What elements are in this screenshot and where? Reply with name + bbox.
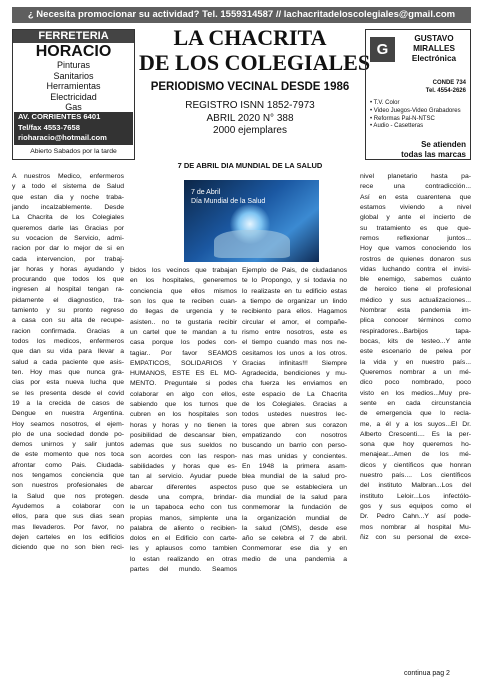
ad-right-name-line: MIRALLES	[413, 44, 455, 53]
ad-right-service: • Video Juegos-Video Grabadores	[370, 107, 461, 114]
ad-right-footer-line: todas las marcas	[401, 149, 466, 159]
article-line: tores que abren sus corazon	[242, 421, 347, 429]
ad-left-item: Herramientas	[46, 81, 101, 91]
article-line: partes del mundo. Seamos	[130, 566, 237, 574]
article-line: el tiempo cuando mas nos ne-	[242, 339, 347, 347]
article-line: dicos y científicos que honran	[360, 461, 471, 469]
article-line: un cartel que te mandan a tu	[130, 328, 237, 336]
article-line: MENTO. Preguntale si podes	[130, 380, 237, 388]
article-line: recibiento para ellos. Hagamos	[242, 308, 347, 316]
article-line: sona que hoy queremos ho-	[360, 441, 471, 449]
article-line: cada intervencion, por trabaj-	[12, 255, 124, 263]
article-line: A nuestros Medico, enfermeros	[12, 173, 124, 180]
article-line: del instituto Malbran...Los del	[360, 482, 471, 490]
article-line: Nombrar esta pandemia im-	[360, 307, 471, 315]
article-line: sente en cada circunstancia	[360, 399, 471, 407]
article-line: queremos darle las Gracias por	[12, 224, 124, 232]
ad-left-item: Electricidad	[50, 91, 97, 102]
article-line: jando incalzablemente. Desde	[12, 203, 124, 211]
article-line: mos nombrar al hospital Mu-	[360, 523, 471, 531]
article-line: Agradecida, bendiciones y mu-	[242, 370, 347, 378]
article-line: Hoy seamos nosotros, el ejem-	[12, 420, 124, 428]
article-line: en los hospitales, generemos	[130, 277, 237, 285]
photo-caption	[191, 189, 265, 206]
article-line: diciendo que no son bien reci-	[12, 544, 124, 552]
article-line: conciencia que ellos mismos	[130, 287, 237, 295]
article-line: La Chacrita de los Colegiales	[12, 214, 124, 222]
article-line: cha fuerza les enviamos en	[242, 380, 347, 388]
article-line: Conmemorar ese dia y en	[242, 545, 347, 553]
continued-note: continua pag 2	[404, 670, 450, 677]
article-line: respiradores...Barbijos tapa-	[360, 327, 471, 335]
article-line: de heroico tiene el profesional	[360, 286, 471, 294]
article-line: a tiempo de organizar un lindo	[242, 297, 347, 305]
ad-left-contact-box	[14, 112, 133, 145]
article-line: nas mas unidas y concientes.	[242, 452, 347, 460]
article-line: desde una compra, brindar-	[130, 493, 237, 501]
article-line: ellos, para que sus dias sean	[12, 513, 124, 521]
article-line: HUMANOS, ESTE ES EL MO-	[130, 370, 237, 378]
article-line: circular el amor, el compañe-	[242, 318, 347, 326]
article-line: empatizando con nosotros	[242, 432, 347, 439]
article-line: de los Colegiales. Gracias a	[242, 401, 347, 409]
ad-left-item: Gas	[65, 102, 82, 112]
article-line: vidas luchando contra el invisi-	[360, 265, 471, 273]
masthead-registro: REGISTRO ISNN 1852-7973	[185, 100, 315, 111]
ad-left-address: AV. CORRIENTES 6401	[18, 112, 101, 121]
article-line: sabilidades y horas que es-	[130, 462, 237, 470]
ad-left-item: Pinturas	[56, 60, 91, 70]
article-line: nivel planetario hasta pa-	[360, 173, 471, 180]
article-line: de este momento que nos toca	[12, 451, 124, 459]
article-line: ademas que sus sueldos no	[130, 442, 237, 450]
article-line: su tratamiento es que que-	[360, 224, 471, 232]
promo-banner: ¿ Necesita promocionar su actividad? Tel. 1559314587 // lachacritadeloscolegiales@gmail.com	[12, 7, 471, 23]
article-line: dia mundial de la salud para	[242, 493, 347, 501]
article-line: puso que se estableciera un	[242, 483, 347, 491]
ad-left-name: HORACIO	[35, 43, 112, 60]
article-line: rismo entre nosotros, este es	[242, 328, 347, 336]
photo-caption-line: 7 de Abril	[191, 189, 221, 196]
article-line: global y ante el incierto de	[360, 214, 471, 222]
article-line: colaborar en algo con ellos,	[130, 390, 237, 398]
article-line: buscando un barrio con perso-	[242, 442, 347, 450]
article-column-4	[360, 172, 471, 543]
article-line: Gracias infinitas!!! Siempre	[242, 359, 347, 367]
article-column-2	[130, 266, 237, 575]
ad-left-phone: Tel/fax 4553-7658	[18, 122, 80, 132]
article-line: Hoy que vamos conociendo los	[360, 245, 471, 253]
photo-caption-line: Día Mundial de la Salud	[191, 197, 266, 205]
ad-right-service: • Audio - Casetteras	[370, 123, 424, 130]
article-line: do llegas de urgencia y te	[130, 308, 237, 316]
electronics-logo-icon: G	[370, 37, 395, 62]
article-line: bocas, kits de testeo...Y ante	[360, 338, 471, 345]
article-line: todos los medicos, enfermeros	[12, 338, 124, 345]
article-line: a casa con su alta de recupe-	[12, 317, 124, 325]
article-line: asisten.. no te gustaria recibir	[130, 318, 237, 326]
article-line: la Salud que nos protegen.	[12, 492, 124, 500]
article-line: que dan su vida para llevar a	[12, 348, 124, 356]
ad-left-hours: Abierto Sabados por la tarde	[30, 148, 117, 155]
article-line: medio de una pandemia a	[242, 555, 347, 563]
article-line: tan al servicio. Ayudar puede	[130, 473, 237, 481]
ad-ferreteria-horacio	[12, 29, 135, 160]
article-line: remos reflexionar juntos...	[360, 234, 471, 242]
article-line: te lo Propongo, y si todavia no	[242, 277, 347, 285]
article-line: de emergencia que lo recla-	[360, 410, 471, 418]
article-line: bidos los vecinos que trabajan	[130, 267, 237, 274]
article-line: posibilidad de descansar bien,	[130, 432, 237, 439]
article-line: casa porque los podes con-	[130, 339, 237, 347]
article-line: que estan dia y noche traba-	[12, 193, 124, 201]
article-line: procurando que todos los que	[12, 276, 124, 284]
article-line: menajear...Amen de los mé-	[360, 451, 471, 459]
ad-left-item: Sanitarios	[53, 70, 94, 81]
article-line: sabiendo que los turnos que	[130, 401, 237, 409]
article-line: jar horas y horas ayudando y	[12, 265, 124, 273]
article-line: pidamente el diagnostico, tra-	[12, 296, 124, 304]
article-line: nos tengamos conciencia que	[12, 472, 124, 480]
article-line: Dr. Pedro Cahn...Y así pode-	[360, 513, 471, 521]
article-line: rostros de quienes donaron sus	[360, 255, 471, 263]
article-line: ingresen al hospital tengan ra-	[12, 286, 124, 294]
article-line: horas y horas y no tienen la	[130, 421, 237, 429]
article-line: mas llevaderos. Por favor, no	[12, 523, 124, 531]
article-line: su vocacion de Servicio, admi-	[12, 234, 124, 242]
article-line: salud a cada paciente que asis-	[12, 358, 124, 366]
article-line: nuestro país.... Los científicos	[360, 472, 471, 480]
masthead-tirada: 2000 ejemplares	[213, 125, 287, 136]
article-line: Alberto Crescenti.... Es la per-	[360, 430, 471, 438]
article-line: son nuestros profesionales de	[12, 482, 124, 490]
article-line: tamiento y su pronto regreso	[12, 307, 124, 315]
article-line: dolos en el Edificio con carte-	[130, 535, 237, 543]
article-line: se les presenta desde el covid	[12, 389, 124, 397]
article-line: dico poco nombrado, poco	[360, 379, 471, 387]
article-line: plo de una sociedad donde po-	[12, 430, 124, 438]
masthead-title-line2: DE LOS COLEGIALES	[139, 50, 371, 75]
article-line: 19 a la crecida de casos de	[12, 399, 124, 407]
article-line: me, a él y a los suyos...El Dr.	[360, 420, 471, 428]
article-line: abarcar diferentes aspectos	[130, 483, 237, 491]
ad-right-footer	[401, 140, 466, 159]
article-photo	[184, 180, 319, 262]
article-line: ñiz con su personal de exce-	[360, 533, 471, 541]
article-column-3	[242, 266, 347, 565]
article-line: ble enemigo, sabemos cuánto	[360, 276, 471, 284]
article-line: cubren en los hospitales son	[130, 411, 237, 419]
article-line: son los que te reciben cuan-	[130, 297, 237, 305]
ad-right-name	[399, 34, 469, 64]
article-line: Así en esta cuarentena que	[360, 193, 471, 201]
article-line: En 1948 la primera asam-	[242, 462, 347, 470]
ad-right-name-line: GUSTAVO	[414, 34, 454, 43]
hands-graphic	[214, 230, 290, 258]
ad-gustavo-miralles	[365, 29, 471, 160]
article-line: EMPATICOS, SOLIDARIOS Y	[130, 359, 237, 367]
article-line: Queremos nombrar a un mé-	[360, 368, 471, 376]
article-line: dejen carteles en los edificios	[12, 533, 124, 541]
article-line: y a todo el sistema de Salud	[12, 183, 124, 191]
article-line: Dengue en nuestra Argentina.	[12, 410, 124, 418]
article-line: lo realizaste en tu edificio estas	[242, 287, 347, 295]
masthead-title-line1: LA CHACRITA	[173, 25, 327, 50]
ad-right-contact	[426, 79, 466, 95]
article-line: gos y sus equipos como el	[360, 503, 471, 510]
article-line: son acordes con las respon-	[130, 452, 237, 460]
article-line: Ayudemos a colaborar con	[12, 503, 124, 510]
article-line: instituto Leloir...Los infectólo-	[360, 492, 471, 500]
article-line: propias manos, simplente una	[130, 514, 237, 522]
article-line: la organización mundial de	[242, 514, 347, 522]
article-line: médico y sus actualizaciones...	[360, 296, 471, 304]
article-line: visto en los medios...Muy pre-	[360, 389, 471, 397]
masthead-edicion: ABRIL 2020 N° 388	[206, 112, 294, 124]
article-line: plica conocer términos como	[360, 317, 471, 325]
article-line: racion confirmada. Gracias a	[12, 327, 124, 335]
ad-right-phone: Tel. 4554-2626	[425, 88, 466, 94]
article-line: la salud (OMS), desde ese	[242, 524, 347, 532]
article-line: demos unirnos y salir juntos	[12, 441, 124, 449]
article-line: estamos viviendo a nivel	[360, 203, 471, 211]
article-line: tagiar.. Por favor SEAMOS	[130, 349, 237, 357]
article-line: este escenario de pelea por	[360, 348, 471, 356]
ad-right-services	[370, 100, 461, 131]
ad-right-footer-line: Se atienden	[421, 140, 466, 149]
article-line: rece una contradicción...	[360, 183, 471, 191]
ad-left-header: FERRETERIA	[13, 30, 134, 43]
article-line: este espacio de La Chacrita	[242, 390, 347, 398]
article-line: cias por esta nueva lucha que	[12, 379, 124, 387]
ad-right-name-line: Electrónica	[411, 54, 457, 63]
article-line: palabra de aliento o recibien-	[130, 524, 237, 532]
article-line: Ejemplo de Pais, de ciudadanos	[242, 267, 347, 274]
article-line: ten. Hoy mas que nunca gra-	[12, 368, 124, 376]
article-line: afrontar como Pais. Ciudada-	[12, 461, 124, 469]
ad-right-service: • T.V. Color	[370, 100, 400, 106]
article-line: año se celebra el 7 de abril.	[242, 535, 347, 543]
article-line: todos ustedes nuestros lec-	[242, 411, 347, 419]
article-line: cesitamos los unos a los otros.	[242, 349, 347, 357]
masthead-subtitle: PERIODISMO VECINAL DESDE 1986	[150, 81, 350, 93]
masthead	[139, 25, 371, 138]
ad-right-address: CONDE 734	[432, 80, 466, 86]
article-line: conmemorar la fundación de	[242, 504, 347, 512]
article-line: les y aplausos como tambien	[130, 545, 237, 553]
article-column-1	[12, 172, 124, 554]
article-line: racion por dar lo mejor de si en	[12, 245, 124, 253]
article-headline: 7 DE ABRIL DIA MUNDIAL DE LA SALUD	[177, 161, 323, 170]
article-line: la vida y en nuestro país...	[360, 358, 471, 366]
ad-right-service: • Reformas Pal-N-NTSC	[370, 115, 435, 122]
article-line: le un tapaboca echo con tus	[130, 504, 237, 512]
article-line: lo estan realizando en otras	[130, 555, 237, 563]
ad-left-email: rioharacio@hotmail.com	[18, 133, 107, 142]
article-line: blea mundial de la salud pro-	[242, 473, 347, 481]
